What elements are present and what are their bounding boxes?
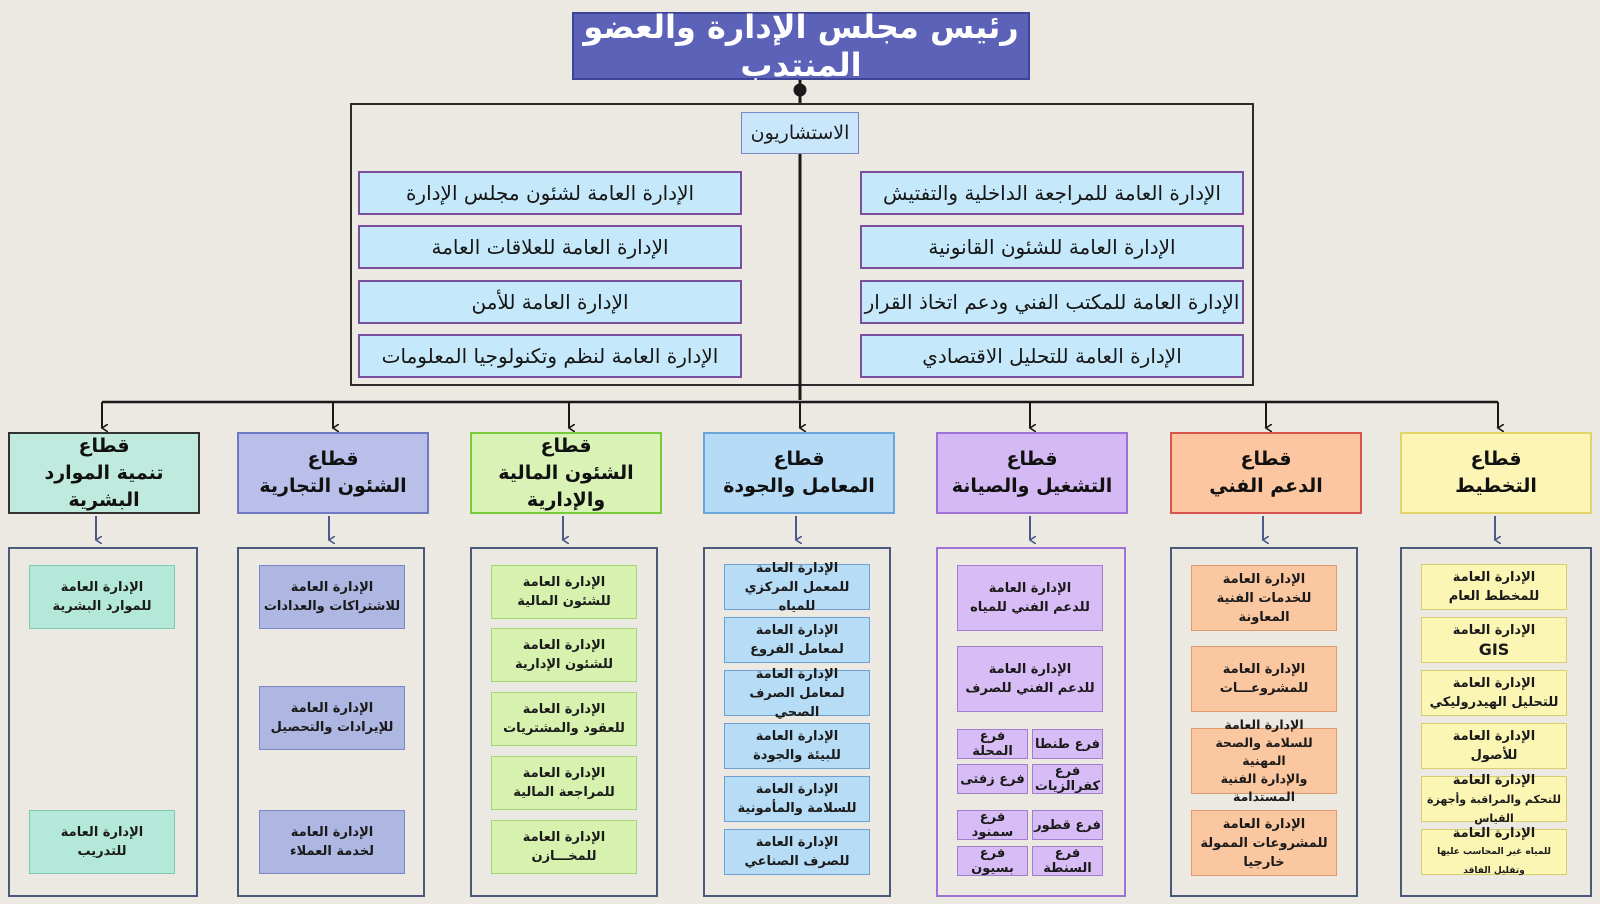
sub-name: للسلامة والمأمونية: [737, 801, 857, 816]
sector-name: التخطيط: [1455, 475, 1537, 497]
sub-department: [1421, 723, 1567, 769]
sub-label: الإدارة العامة: [755, 729, 839, 744]
sub-department: [724, 560, 870, 614]
sub-name: للأصول: [1470, 748, 1518, 763]
sub-department: [491, 820, 637, 874]
sub-department: [259, 565, 405, 629]
sub-department: [491, 756, 637, 810]
branch-zefta: فرع زفتى: [957, 764, 1028, 794]
sub-label: الإدارة العامة: [60, 580, 144, 595]
ceo-box: رئيس مجلس الإدارة والعضو المنتدب: [572, 12, 1030, 80]
sub-department: [1421, 617, 1567, 663]
sub-name: لخدمة العملاء: [289, 844, 375, 859]
branch-basyoun: فرع بسيون: [957, 846, 1028, 876]
sector-label: قطاع: [1006, 448, 1058, 470]
sub-department: [724, 776, 870, 822]
sub-label: الإدارة العامة: [1452, 570, 1536, 585]
sub-label: الإدارة العامة: [522, 830, 606, 845]
sub-label: الإدارة العامة: [522, 638, 606, 653]
sub-label: الإدارة العامة: [290, 701, 374, 716]
sub-name: للدعم الفني للمياه: [970, 600, 1090, 615]
sub-label: الإدارة العامة: [755, 782, 839, 797]
sub-name: لمعامل الفروع: [750, 642, 844, 657]
branch-samannoud: فرع سمنود: [957, 810, 1028, 840]
sub-name: للتدريب: [77, 844, 127, 859]
sector-labs-quality: [703, 432, 895, 514]
sub-name: لمعامل الصرف الصحي: [749, 685, 845, 720]
sub-department: [1191, 646, 1337, 712]
sector-planning: [1400, 432, 1592, 514]
sub-name-2: والإدارة الفنية المستدامة: [1220, 771, 1308, 804]
branch-santa: فرع السنطة: [1032, 846, 1103, 876]
sub-name: للدعم الفني للصرف: [965, 681, 1095, 696]
sector-label: قطاع: [773, 448, 825, 470]
sub-label: الإدارة العامة: [1452, 623, 1536, 638]
sub-label: الإدارة العامة: [1452, 676, 1536, 691]
branch-kafr-elzayat: فرع كفرالزيات: [1032, 764, 1103, 794]
sub-label: الإدارة العامة: [1222, 662, 1306, 677]
sub-name: للمعمل المركزي للمياه: [744, 579, 850, 614]
dept-it-systems: الإدارة العامة لنظم وتكنولوجيا المعلومات: [358, 334, 742, 378]
sub-name: للمياه غير المحاسب عليها وتقليل الفاقد: [1437, 846, 1551, 876]
sub-label: الإدارة العامة: [1452, 772, 1536, 788]
sub-label: الإدارة العامة: [522, 575, 606, 590]
sub-label: الإدارة العامة: [1222, 816, 1306, 832]
branch-qutur: فرع قطور: [1032, 810, 1103, 840]
sub-name: للإيرادات والتحصيل: [270, 720, 394, 735]
sub-name: GIS: [1478, 640, 1510, 659]
sector-name: الشئون المالية والإدارية: [498, 461, 634, 511]
sub-label: الإدارة العامة: [290, 825, 374, 840]
sub-label: الإدارة العامة: [755, 835, 839, 850]
dept-internal-audit: الإدارة العامة للمراجعة الداخلية والتفتيش: [860, 171, 1244, 215]
sub-label: الإدارة العامة: [1222, 571, 1306, 587]
sub-department: [957, 565, 1103, 631]
sub-label: الإدارة العامة: [522, 766, 606, 781]
sub-department: [1421, 772, 1567, 825]
sub-name: للشئون الإدارية: [515, 657, 614, 672]
sub-department: [1191, 717, 1337, 804]
sub-name: للصرف الصناعي: [744, 854, 850, 869]
sector-name: التشغيل والصيانة: [951, 475, 1113, 497]
sector-name: تنمية الموارد البشرية: [44, 461, 164, 511]
dept-security: الإدارة العامة للأمن: [358, 280, 742, 324]
sector-technical-support: [1170, 432, 1362, 514]
sector-name: الدعم الفني: [1209, 475, 1323, 497]
sub-label: الإدارة العامة: [755, 560, 839, 576]
sub-department: [259, 686, 405, 750]
sub-department: [29, 810, 175, 874]
sub-department: [957, 646, 1103, 712]
sub-department: [724, 666, 870, 720]
sub-department: [491, 692, 637, 746]
sub-department: [724, 617, 870, 663]
sub-department: [1191, 810, 1337, 876]
dept-technical-office: الإدارة العامة للمكتب الفني ودعم اتخاذ القرار: [860, 280, 1244, 324]
sub-name: للتحكم والمراقبة وأجهزة القياس: [1427, 792, 1561, 825]
sub-label: الإدارة العامة: [60, 825, 144, 840]
sub-name: للمراجعة المالية: [513, 785, 615, 800]
dept-board-affairs: الإدارة العامة لشئون مجلس الإدارة: [358, 171, 742, 215]
sub-label: الإدارة العامة: [988, 581, 1072, 596]
dept-public-relations: الإدارة العامة للعلاقات العامة: [358, 225, 742, 269]
sub-department: [1191, 565, 1337, 631]
sub-name: للمخطط العام: [1448, 589, 1540, 604]
sub-name: للسلامة والصحة المهنية: [1215, 735, 1313, 768]
sub-label: الإدارة العامة: [522, 702, 606, 717]
branch-mahalla: فرع المحلة: [957, 729, 1028, 759]
sector-name: المعامل والجودة: [723, 475, 875, 497]
sector-label: قطاع: [78, 434, 130, 457]
sub-name: للمشروعات الممولة خارجيا: [1200, 835, 1328, 870]
sector-hr: [8, 432, 200, 514]
sub-label: الإدارة العامة: [755, 623, 839, 638]
sub-label: الإدارة العامة: [755, 666, 839, 682]
sub-name: للمخـــازن: [531, 849, 597, 864]
dept-legal-affairs: الإدارة العامة للشئون القانونية: [860, 225, 1244, 269]
sub-department: [491, 628, 637, 682]
sub-name: للخدمات الفنية المعاونة: [1216, 590, 1312, 625]
sub-name: للتحليل الهيدروليكي: [1429, 695, 1559, 710]
sector-operations: [936, 432, 1128, 514]
sub-department: [1421, 564, 1567, 610]
sub-label: الإدارة العامة: [1224, 717, 1304, 732]
sub-department: [1421, 825, 1567, 876]
sub-label: الإدارة العامة: [290, 580, 374, 595]
sub-department: [724, 723, 870, 769]
sector-name: الشئون التجارية: [259, 475, 407, 497]
sub-department: [29, 565, 175, 629]
sub-name: للاشتراكات والعدادات: [263, 599, 401, 614]
sub-department: [259, 810, 405, 874]
sub-name: للمشروعـــات: [1219, 681, 1309, 696]
sub-name: للموارد البشرية: [52, 599, 152, 614]
sub-department: [724, 829, 870, 875]
sector-finance-admin: [470, 432, 662, 514]
sub-name: للشئون المالية: [517, 594, 611, 609]
sector-label: قطاع: [1240, 448, 1292, 470]
sector-commercial: [237, 432, 429, 514]
sub-label: الإدارة العامة: [1452, 729, 1536, 744]
branch-tanta: فرع طنطا: [1032, 729, 1103, 759]
sub-department: [1421, 670, 1567, 716]
sub-department: [491, 565, 637, 619]
sub-name: للعقود والمشتريات: [503, 721, 625, 736]
sector-label: قطاع: [1470, 448, 1522, 470]
sector-label: قطاع: [540, 434, 592, 457]
sub-label: الإدارة العامة: [1452, 825, 1536, 841]
advisors-box: الاستشاريون: [741, 112, 859, 154]
sub-label: الإدارة العامة: [988, 662, 1072, 677]
sector-label: قطاع: [307, 448, 359, 470]
dept-economic-analysis: الإدارة العامة للتحليل الاقتصادي: [860, 334, 1244, 378]
sub-name: للبيئة والجودة: [753, 748, 841, 763]
